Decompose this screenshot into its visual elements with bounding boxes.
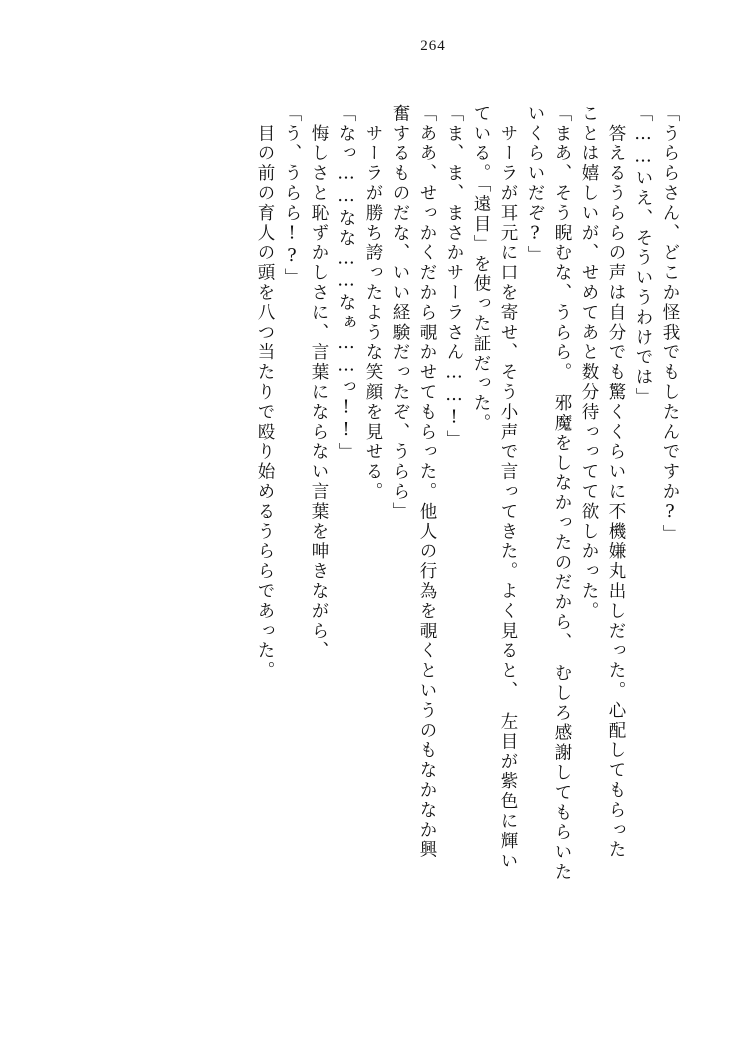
text-line: 「う、うらら!?」 — [282, 104, 302, 289]
text-line: 答えるうららの声は自分でも驚くくらいに不機嫌丸出しだった。心配してもらった — [606, 104, 626, 861]
text-line: 「うららさん、どこか怪我でもしたんですか?」 — [660, 104, 680, 545]
text-line: サーラが耳元に口を寄せ、そう小声で言ってきた。よく見ると、 左目が紫色に輝い — [498, 104, 518, 872]
text-line: 目の前の育人の頭を八つ当たりで殴り始めるうららであった。 — [255, 104, 275, 682]
text-line: 「……いえ、そういうわけでは」 — [633, 104, 653, 408]
text-line: 「ま、ま、まさかサーラさん……!」 — [444, 104, 464, 450]
page-number: 264 — [420, 38, 446, 54]
text-line: 奮するものだな、いい経験だったぞ、うらら」 — [390, 104, 410, 522]
text-line: 「ああ、せっかくだから覗かせてもらった。他人の行為を覗くというのもなかなか興 — [417, 104, 437, 861]
text-line: ている。「遠目」を使った証だった。 — [471, 104, 491, 434]
text-line: ことは嬉しいが、せめてあと数分待っってて欲しかった。 — [579, 104, 599, 622]
text-line: サーラが勝ち誇ったような笑顔を見せる。 — [363, 104, 383, 502]
body-text-block — [58, 104, 680, 883]
text-line: 悔しさと恥ずかしさに、言葉にならない言葉を呻きながら、 — [309, 104, 329, 662]
text-line: 「まあ、そう睨むな、うらら。 邪魔をしなかったのだから、 むしろ感謝してもらいた — [552, 104, 572, 883]
text-line: 「なっ……なな……なぁ……っ!!」 — [336, 104, 356, 463]
text-line: いくらいだぞ?」 — [525, 104, 545, 266]
